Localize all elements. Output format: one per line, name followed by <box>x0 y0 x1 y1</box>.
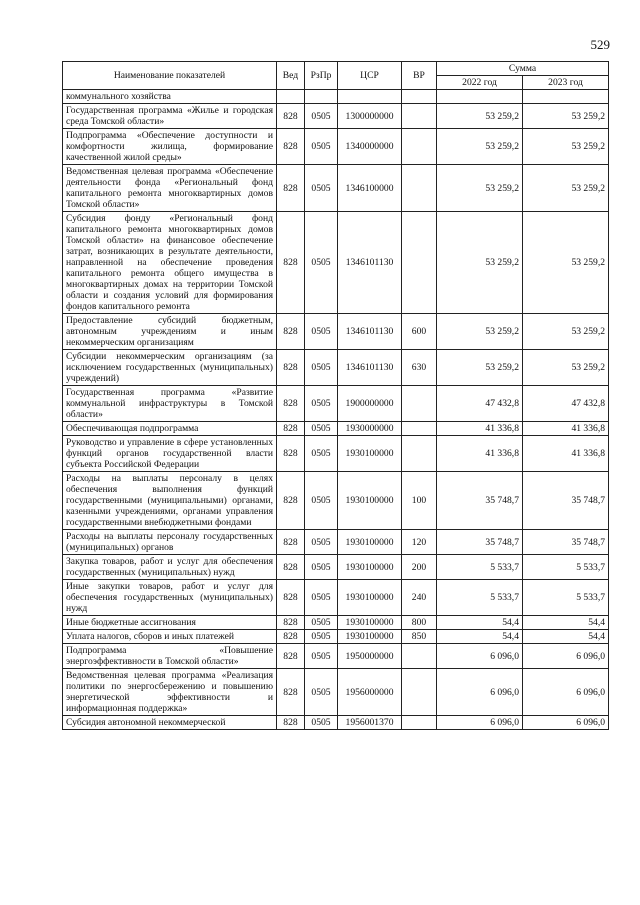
table-row <box>63 165 609 212</box>
table-row <box>63 314 609 350</box>
row-csr: 1346100000 <box>338 165 402 212</box>
row-vr: 240 <box>402 580 437 616</box>
row-rzpr: 0505 <box>305 350 338 386</box>
row-sum-2023: 5 533,7 <box>523 555 609 580</box>
row-name: Иные закупки товаров, работ и услуг для обеспечения государственных (муниципальных) нужд <box>63 580 277 616</box>
row-vr <box>402 436 437 472</box>
row-sum-2023: 6 096,0 <box>523 644 609 669</box>
row-rzpr: 0505 <box>305 580 338 616</box>
row-ved <box>277 90 305 104</box>
row-vr <box>402 212 437 314</box>
row-name: Подпрограмма «Повышение энергоэффективности в Томской области» <box>63 644 277 669</box>
row-csr: 1300000000 <box>338 104 402 129</box>
row-vr <box>402 644 437 669</box>
row-csr: 1930000000 <box>338 422 402 436</box>
row-csr <box>338 90 402 104</box>
row-name: Иные бюджетные ассигнования <box>63 616 277 630</box>
row-vr: 120 <box>402 530 437 555</box>
row-rzpr: 0505 <box>305 129 338 165</box>
row-sum-2022: 53 259,2 <box>437 129 523 165</box>
row-sum-2023: 35 748,7 <box>523 472 609 530</box>
row-csr: 1950000000 <box>338 644 402 669</box>
row-name: Государственная программа «Развитие коммунальной инфраструктуры в Томской области» <box>63 386 277 422</box>
row-sum-2022: 53 259,2 <box>437 314 523 350</box>
table-row <box>63 129 609 165</box>
row-ved: 828 <box>277 530 305 555</box>
table-row <box>63 436 609 472</box>
header-sum: Сумма <box>437 62 609 76</box>
row-vr <box>402 669 437 716</box>
row-vr <box>402 104 437 129</box>
header-year-2023: 2023 год <box>523 76 609 90</box>
row-vr: 630 <box>402 350 437 386</box>
table-row <box>63 104 609 129</box>
row-name: Расходы на выплаты персоналу государственных (муниципальных) органов <box>63 530 277 555</box>
row-csr: 1346101130 <box>338 314 402 350</box>
table-row <box>63 212 609 314</box>
row-name: Уплата налогов, сборов и иных платежей <box>63 630 277 644</box>
row-rzpr: 0505 <box>305 716 338 730</box>
row-ved: 828 <box>277 129 305 165</box>
row-sum-2023: 53 259,2 <box>523 314 609 350</box>
header-ved: Вед <box>277 62 305 90</box>
row-vr <box>402 422 437 436</box>
row-name: Субсидия автономной некоммерческой <box>63 716 277 730</box>
row-vr: 800 <box>402 616 437 630</box>
budget-table <box>62 61 609 730</box>
row-rzpr: 0505 <box>305 104 338 129</box>
table-row <box>63 716 609 730</box>
row-ved: 828 <box>277 630 305 644</box>
row-sum-2023: 6 096,0 <box>523 716 609 730</box>
table-row <box>63 630 609 644</box>
row-ved: 828 <box>277 472 305 530</box>
row-sum-2022: 53 259,2 <box>437 165 523 212</box>
page-number: 529 <box>590 37 610 52</box>
row-name: Субсидия фонду «Региональный фонд капитального ремонта многоквартирных домов Томской области» на финансовое обеспечение затрат, возникающих в результате деятельности, направленной на обеспечение проведения капитального ремонта общего имущества в многоквартирных домах на территории Томской области и создания условий для формирования фондов капитального ремонта <box>63 212 277 314</box>
row-csr: 1956001370 <box>338 716 402 730</box>
row-csr: 1900000000 <box>338 386 402 422</box>
row-sum-2023: 41 336,8 <box>523 422 609 436</box>
header-name: Наименование показателей <box>63 62 277 90</box>
row-sum-2023: 35 748,7 <box>523 530 609 555</box>
row-sum-2022: 35 748,7 <box>437 530 523 555</box>
row-name: Ведомственная целевая программа «Обеспечение деятельности фонда «Региональный фонд капитального ремонта многоквартирных домов Томской области» <box>63 165 277 212</box>
row-name: Государственная программа «Жилье и городская среда Томской области» <box>63 104 277 129</box>
row-name: Закупка товаров, работ и услуг для обеспечения государственных (муниципальных) нужд <box>63 555 277 580</box>
table-body <box>63 90 609 730</box>
row-sum-2022: 6 096,0 <box>437 716 523 730</box>
row-sum-2023: 6 096,0 <box>523 669 609 716</box>
row-vr <box>402 165 437 212</box>
row-csr: 1956000000 <box>338 669 402 716</box>
row-sum-2022: 6 096,0 <box>437 669 523 716</box>
row-ved: 828 <box>277 436 305 472</box>
row-sum-2023: 5 533,7 <box>523 580 609 616</box>
row-vr <box>402 129 437 165</box>
row-ved: 828 <box>277 555 305 580</box>
row-name: Ведомственная целевая программа «Реализация политики по энергосбережению и повышению энергетической эффективности и информационная поддержка» <box>63 669 277 716</box>
row-rzpr: 0505 <box>305 314 338 350</box>
row-sum-2022: 41 336,8 <box>437 436 523 472</box>
row-ved: 828 <box>277 422 305 436</box>
row-sum-2022: 35 748,7 <box>437 472 523 530</box>
table-row <box>63 530 609 555</box>
table-row <box>63 350 609 386</box>
row-csr: 1930100000 <box>338 472 402 530</box>
row-csr: 1930100000 <box>338 555 402 580</box>
row-csr: 1930100000 <box>338 630 402 644</box>
row-vr <box>402 716 437 730</box>
row-rzpr: 0505 <box>305 669 338 716</box>
row-sum-2023: 53 259,2 <box>523 104 609 129</box>
row-sum-2022: 54,4 <box>437 616 523 630</box>
row-sum-2022: 5 533,7 <box>437 580 523 616</box>
row-ved: 828 <box>277 644 305 669</box>
table-row <box>63 644 609 669</box>
row-ved: 828 <box>277 104 305 129</box>
row-ved: 828 <box>277 350 305 386</box>
row-vr: 200 <box>402 555 437 580</box>
row-sum-2022: 54,4 <box>437 630 523 644</box>
row-ved: 828 <box>277 314 305 350</box>
row-vr <box>402 90 437 104</box>
row-sum-2022: 53 259,2 <box>437 350 523 386</box>
row-vr: 600 <box>402 314 437 350</box>
row-ved: 828 <box>277 386 305 422</box>
row-sum-2023: 53 259,2 <box>523 129 609 165</box>
row-ved: 828 <box>277 716 305 730</box>
row-csr: 1930100000 <box>338 530 402 555</box>
table-row <box>63 472 609 530</box>
row-vr: 100 <box>402 472 437 530</box>
row-sum-2023: 54,4 <box>523 630 609 644</box>
row-ved: 828 <box>277 212 305 314</box>
table-row <box>63 386 609 422</box>
row-sum-2022 <box>437 90 523 104</box>
row-name: Расходы на выплаты персоналу в целях обеспечения выполнения функций государственными (муниципальными) органами, казенными учреждениями, органами управления государственными внебюджетными фондами <box>63 472 277 530</box>
row-name: Предоставление субсидий бюджетным, автономным учреждениям и иным некоммерческим организациям <box>63 314 277 350</box>
row-sum-2023: 53 259,2 <box>523 350 609 386</box>
row-ved: 828 <box>277 669 305 716</box>
table-row <box>63 669 609 716</box>
table-header <box>63 62 609 90</box>
row-name: Подпрограмма «Обеспечение доступности и комфортности жилища, формирование качественной жилой среды» <box>63 129 277 165</box>
row-rzpr: 0505 <box>305 630 338 644</box>
row-sum-2023 <box>523 90 609 104</box>
row-rzpr: 0505 <box>305 555 338 580</box>
row-sum-2023: 41 336,8 <box>523 436 609 472</box>
table-row <box>63 90 609 104</box>
row-sum-2023: 47 432,8 <box>523 386 609 422</box>
header-rzpr: РзПр <box>305 62 338 90</box>
header-csr: ЦСР <box>338 62 402 90</box>
row-rzpr: 0505 <box>305 165 338 212</box>
row-sum-2022: 53 259,2 <box>437 104 523 129</box>
row-rzpr: 0505 <box>305 422 338 436</box>
row-rzpr: 0505 <box>305 212 338 314</box>
row-rzpr: 0505 <box>305 530 338 555</box>
row-rzpr: 0505 <box>305 616 338 630</box>
row-ved: 828 <box>277 165 305 212</box>
table-row <box>63 616 609 630</box>
table-row <box>63 422 609 436</box>
row-csr: 1340000000 <box>338 129 402 165</box>
row-name: Субсидии некоммерческим организациям (за исключением государственных (муниципальных) учреждений) <box>63 350 277 386</box>
row-ved: 828 <box>277 616 305 630</box>
row-vr: 850 <box>402 630 437 644</box>
row-sum-2022: 53 259,2 <box>437 212 523 314</box>
row-ved: 828 <box>277 580 305 616</box>
row-csr: 1346101130 <box>338 350 402 386</box>
row-sum-2022: 41 336,8 <box>437 422 523 436</box>
row-rzpr <box>305 90 338 104</box>
table-row <box>63 580 609 616</box>
row-sum-2022: 47 432,8 <box>437 386 523 422</box>
row-rzpr: 0505 <box>305 472 338 530</box>
row-name: коммунального хозяйства <box>63 90 277 104</box>
row-csr: 1930100000 <box>338 616 402 630</box>
row-name: Обеспечивающая подпрограмма <box>63 422 277 436</box>
row-vr <box>402 386 437 422</box>
header-year-2022: 2022 год <box>437 76 523 90</box>
row-csr: 1930100000 <box>338 580 402 616</box>
row-csr: 1346101130 <box>338 212 402 314</box>
row-sum-2023: 53 259,2 <box>523 212 609 314</box>
row-sum-2022: 5 533,7 <box>437 555 523 580</box>
row-rzpr: 0505 <box>305 436 338 472</box>
table-row <box>63 555 609 580</box>
row-rzpr: 0505 <box>305 386 338 422</box>
row-rzpr: 0505 <box>305 644 338 669</box>
row-name: Руководство и управление в сфере установленных функций органов государственной власти субъекта Российской Федерации <box>63 436 277 472</box>
header-vr: ВР <box>402 62 437 90</box>
row-csr: 1930100000 <box>338 436 402 472</box>
row-sum-2022: 6 096,0 <box>437 644 523 669</box>
row-sum-2023: 53 259,2 <box>523 165 609 212</box>
row-sum-2023: 54,4 <box>523 616 609 630</box>
